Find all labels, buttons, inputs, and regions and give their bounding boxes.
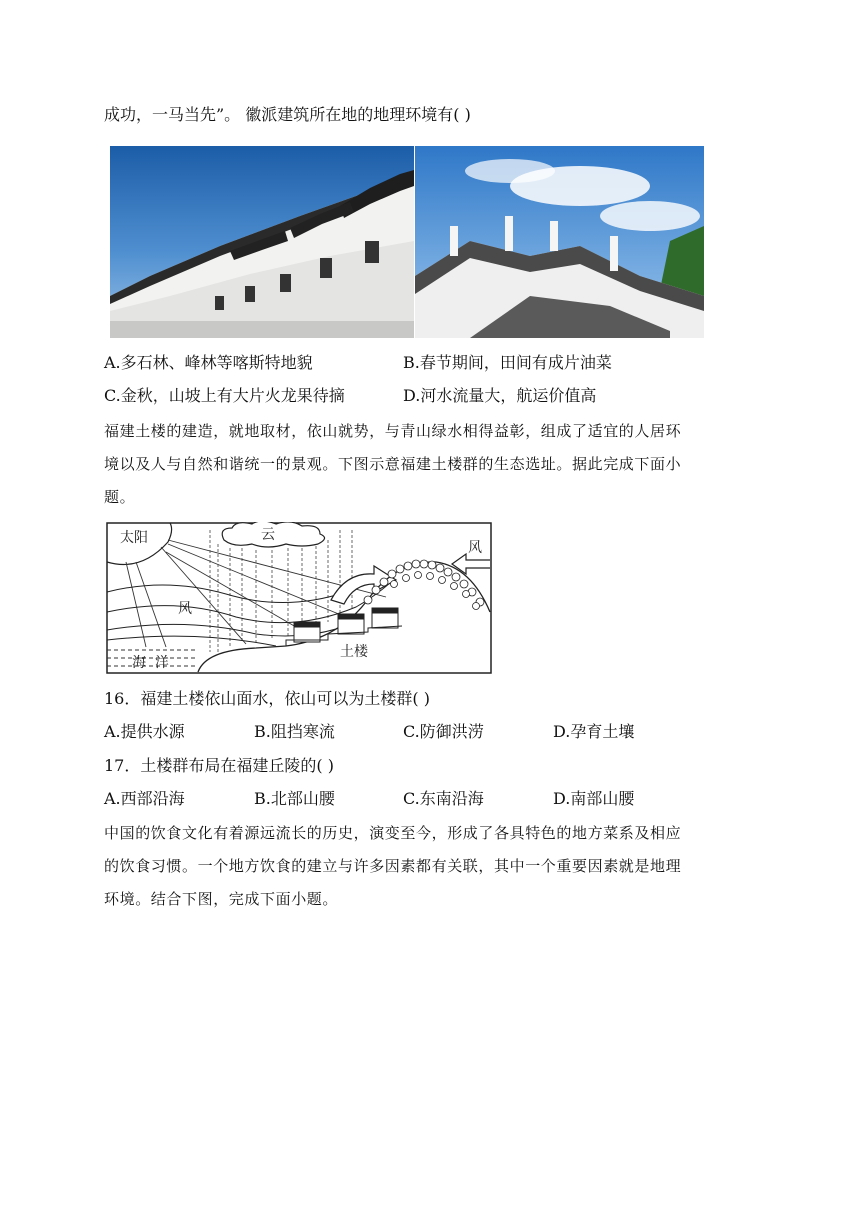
q17-stem: 17．土楼群布局在福建丘陵的( ) xyxy=(104,756,334,775)
tulou-site-diagram xyxy=(106,522,492,674)
food-passage-line-1: 中国的饮食文化有着源远流长的历史，演变至今，形成了各具特色的地方菜系及相应 xyxy=(104,824,682,842)
q16-option-d[interactable]: D.孕育土壤 xyxy=(553,722,635,741)
tulou-passage-line-2: 境以及人与自然和谐统一的景观。下图示意福建土楼群的生态选址。据此完成下面小 xyxy=(104,455,682,473)
huizhou-architecture-photos xyxy=(110,146,704,338)
sun-label: 太阳 xyxy=(120,530,148,546)
q15-option-a[interactable]: A.多石林、峰林等喀斯特地貌 xyxy=(104,353,313,372)
wind-right-label: 风 xyxy=(468,540,482,556)
q17-option-d[interactable]: D.南部山腰 xyxy=(553,789,635,808)
tulou-passage-line-3: 题。 xyxy=(104,488,136,506)
q15-option-c[interactable]: C.金秋，山坡上有大片火龙果待摘 xyxy=(104,386,345,405)
cloud-label: 云 xyxy=(261,527,275,543)
food-passage-line-2: 的饮食习惯。一个地方饮食的建立与许多因素都有关联，其中一个重要因素就是地理 xyxy=(104,857,682,875)
q16-option-a[interactable]: A.提供水源 xyxy=(104,722,185,741)
q16-option-c[interactable]: C.防御洪涝 xyxy=(403,722,484,741)
q17-option-b[interactable]: B.北部山腰 xyxy=(254,789,335,808)
tulou-label: 土楼 xyxy=(340,644,368,660)
q15-option-b[interactable]: B.春节期间，田间有成片油菜 xyxy=(403,353,612,372)
left-photo-wall xyxy=(110,146,414,338)
question-stem-tail: 成功，一马当先”。 徽派建筑所在地的地理环境有( ) xyxy=(104,105,471,124)
ocean-label: 海 洋 xyxy=(132,655,169,671)
tulou-passage-line-1: 福建土楼的建造，就地取材，依山就势，与青山绿水相得益彰，组成了适宜的人居环 xyxy=(104,422,682,440)
right-photo-roofs xyxy=(415,146,704,338)
q16-option-b[interactable]: B.阻挡寒流 xyxy=(254,722,335,741)
q15-option-d[interactable]: D.河水流量大，航运价值高 xyxy=(403,386,597,405)
q16-stem: 16．福建土楼依山面水，依山可以为土楼群( ) xyxy=(104,689,430,708)
q17-option-a[interactable]: A.西部沿海 xyxy=(104,789,185,808)
wind-left-label: 风 xyxy=(178,601,192,617)
q17-option-c[interactable]: C.东南沿海 xyxy=(403,789,484,808)
food-passage-line-3: 环境。结合下图，完成下面小题。 xyxy=(104,890,339,908)
